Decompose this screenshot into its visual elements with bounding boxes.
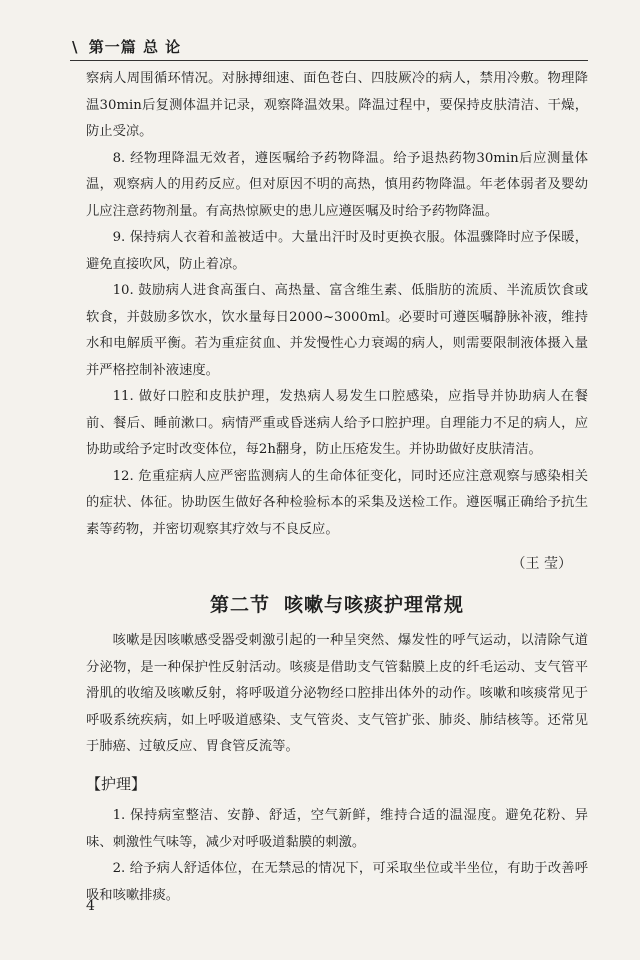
- running-header: [72, 36, 181, 57]
- paragraph-item-9: 9. 保持病人衣着和盖被适中。大量出汗时及时更换衣服。体温骤降时应予保暖，避免直接吹风，防止着凉。: [86, 230, 588, 272]
- paragraph-continued: 察病人周围循环情况。对脉搏细速、面色苍白、四肢厥冷的病人，禁用冷敷。物理降温30min后复测体温并记录，观察降温效果。降温过程中，要保持皮肤清洁、干燥，防止受凉。: [86, 71, 588, 139]
- header-title: 第一篇 总 论: [88, 38, 182, 56]
- paragraph-item-12: 12. 危重症病人应严密监测病人的生命体征变化，同时还应注意观察与感染相关的症状、体征。协助医生做好各种检验标本的采集及送检工作。遵医嘱正确给予抗生素等药物，并密切观察其疗效与不良反应。: [86, 468, 588, 537]
- section-intro: 咳嗽是因咳嗽感受器受刺激引起的一种呈突然、爆发性的呼气运动，以清除气道分泌物，是一种保护性反射活动。咳痰是借助支气管黏膜上皮的纤毛运动、支气管平滑肌的收缩及咳嗽反射，将呼吸道分泌物经口腔排出体外的动作。咳嗽和咳痰常见于呼吸系统疾病，如上呼吸道感染、支气管炎、支气管扩张、肺炎、肺结核等。还常见于肺癌、过敏反应、胃食管反流等。: [86, 633, 588, 754]
- nursing-item-2: 2. 给予病人舒适体位，在无禁忌的情况下，可采取坐位或半坐位，有助于改善呼吸和咳嗽排痰。: [86, 861, 588, 903]
- header-mark: \: [72, 38, 79, 56]
- page-number: 4: [86, 898, 95, 914]
- nursing-subheading: 【护理】: [86, 774, 147, 793]
- section-heading: [86, 592, 588, 619]
- paragraph-item-8: 8. 经物理降温无效者，遵医嘱给予药物降温。给予退热药物30min后应测量体温，观察病人的用药反应。但对原因不明的高热，慎用药物降温。年老体弱者及婴幼儿应注意药物剂量。有高热惊厥史的患儿应遵医嘱及时给予药物降温。: [86, 150, 588, 219]
- paragraph-item-11: 11. 做好口腔和皮肤护理，发热病人易发生口腔感染，应指导并协助病人在餐前、餐后、睡前漱口。病情严重或昏迷病人给予口腔护理。自理能力不足的病人，应协助或给予定时改变体位，每2h翻身，防止压疮发生。并协助做好皮肤清洁。: [86, 389, 588, 457]
- section-number: 第二节: [209, 593, 270, 616]
- nursing-item-1: 1. 保持病室整洁、安静、舒适，空气新鲜，维持合适的温湿度。避免花粉、异味、刺激性气味等，减少对呼吸道黏膜的刺激。: [86, 808, 588, 850]
- author-signature: （王 莹）: [511, 556, 572, 572]
- paragraph-item-10: 10. 鼓励病人进食高蛋白、高热量、富含维生素、低脂肪的流质、半流质饮食或软食，并鼓励多饮水，饮水量每日2000~3000ml。必要时可遵医嘱静脉补液，维持水和电解质平衡。若为重症贫血、并发慢性心力衰竭的病人，则需要限制液体摄入量并严格控制补液速度。: [86, 283, 588, 378]
- page-body: [86, 66, 588, 909]
- header-rule: [70, 60, 588, 61]
- section-title: 咳嗽与咳痰护理常规: [284, 593, 465, 616]
